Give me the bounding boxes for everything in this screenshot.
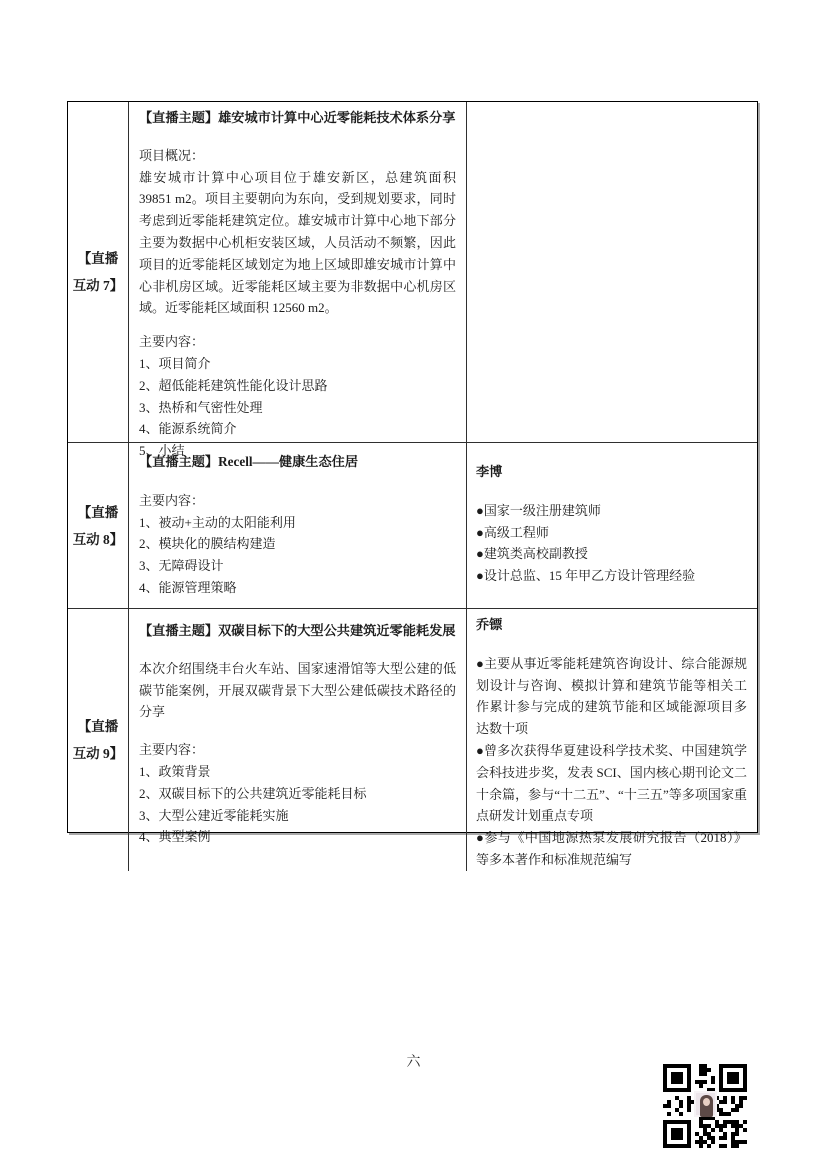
speaker-credential: ●国家一级注册建筑师 <box>476 502 601 518</box>
content-item: 1、被动+主动的太阳能利用 <box>139 514 296 530</box>
topic-title: 【直播主题】雄安城市计算中心近零能耗技术体系分享 <box>139 110 456 125</box>
speaker-credential: ●设计总监、15 年甲乙方设计管理经验 <box>476 568 696 584</box>
content-item: 3、无障碍设计 <box>139 558 224 574</box>
content-item: 5、小结 <box>139 443 185 459</box>
contents-heading: 主要内容： <box>139 742 205 758</box>
content-item: 4、能源系统简介 <box>139 421 237 437</box>
topic-cell-session-9 <box>129 609 467 871</box>
content-item: 4、能源管理策略 <box>139 579 237 595</box>
session-label-line-2: 互动 7】 <box>72 278 124 293</box>
session-label-line-2: 互动 9】 <box>72 745 124 761</box>
content-item: 1、项目简介 <box>139 355 211 371</box>
avatar-face <box>703 1098 710 1106</box>
speaker-cell-qiao-biao <box>467 609 757 871</box>
page-number: 六 <box>406 1055 421 1070</box>
topic-cell-session-8 <box>129 443 467 609</box>
spacer <box>476 483 747 500</box>
speaker-name: 李博 <box>476 464 503 479</box>
speaker-cell-li-bo <box>467 443 757 609</box>
broadcast-schedule-table <box>67 101 758 867</box>
content-item: 3、大型公建近零能耗实施 <box>139 807 289 823</box>
wechat-qr-code <box>663 1064 747 1148</box>
topic-title: 【直播主题】Recell——健康生态住居 <box>139 454 359 469</box>
speaker-credential: ●高级工程师 <box>476 524 549 540</box>
topic-intro: 本次介绍围绕丰台火车站、国家速滑馆等大型公建的低碳节能案例，开展双碳背景下大型公建低碳技术路径的分享 <box>139 660 456 720</box>
qr-finder-bottom-left <box>663 1120 691 1148</box>
session-label-line-2: 互动 8】 <box>72 531 124 547</box>
speaker-credential: ●曾多次获得华夏建设科学技术奖、中国建筑学会科技进步奖，发表 SCI、国内核心期刊论文二十余篇，参与“十二五”、“十三五”等多项国家重点研发计划重点专项 <box>476 742 747 824</box>
qr-finder-top-left <box>663 1064 691 1092</box>
spacer <box>139 473 456 490</box>
topic-cell-session-7 <box>129 102 467 459</box>
session-label-8 <box>68 443 129 609</box>
speaker-cell-empty <box>467 102 757 443</box>
session-label-line-1: 【直播 <box>77 718 119 734</box>
qr-center-avatar <box>694 1091 717 1117</box>
content-item: 2、超低能耗建筑性能化设计思路 <box>139 377 328 393</box>
topic-title: 【直播主题】双碳目标下的大型公共建筑近零能耗发展 <box>139 623 456 638</box>
speaker-credential: ●主要从事近零能耗建筑咨询设计、综合能源规划设计与咨询、模拟计算和建筑节能等相关工作累计参与完成的建筑节能和区域能源项目多达数十项 <box>476 655 747 737</box>
qr-finder-top-right <box>719 1064 747 1092</box>
content-item: 1、政策背景 <box>139 763 211 779</box>
session-label-9 <box>68 609 129 871</box>
contents-heading: 主要内容： <box>139 334 205 350</box>
speaker-credential: ●参与《中国地源热泵发展研究报告（2018）》等多本著作和标准规范编写 <box>476 830 747 867</box>
spacer <box>139 319 456 331</box>
overview-heading: 项目概况： <box>139 147 205 163</box>
content-item: 2、模块化的膜结构建造 <box>139 536 276 552</box>
spacer <box>139 723 456 739</box>
contents-heading: 主要内容： <box>139 492 205 508</box>
content-item: 3、热桥和气密性处理 <box>139 399 263 415</box>
session-label-7 <box>68 102 129 443</box>
spacer <box>139 129 456 145</box>
session-label-line-1: 【直播 <box>77 251 119 266</box>
content-item: 4、典型案例 <box>139 829 211 845</box>
session-label-line-1: 【直播 <box>77 504 119 520</box>
spacer <box>476 636 747 653</box>
speaker-name: 乔镖 <box>476 617 503 632</box>
spacer <box>139 642 456 658</box>
speaker-credential: ●建筑类高校副教授 <box>476 546 588 562</box>
overview-text: 雄安城市计算中心项目位于雄安新区，总建筑面积 39851 m2。项目主要朝向为东向，受到规划要求，同时考虑到近零能耗建筑定位。雄安城市计算中心地下部分主要为数据中心机柜安装区域，人员活动不频繁，因此项目的近零能耗区域划定为地上区域即雄安城市计算中心非机房区域。近零能耗区域主要为非数据中心机房区域。近零能耗区域面积 12560 m2。 <box>139 169 456 316</box>
content-item: 2、双碳目标下的公共建筑近零能耗目标 <box>139 785 367 801</box>
